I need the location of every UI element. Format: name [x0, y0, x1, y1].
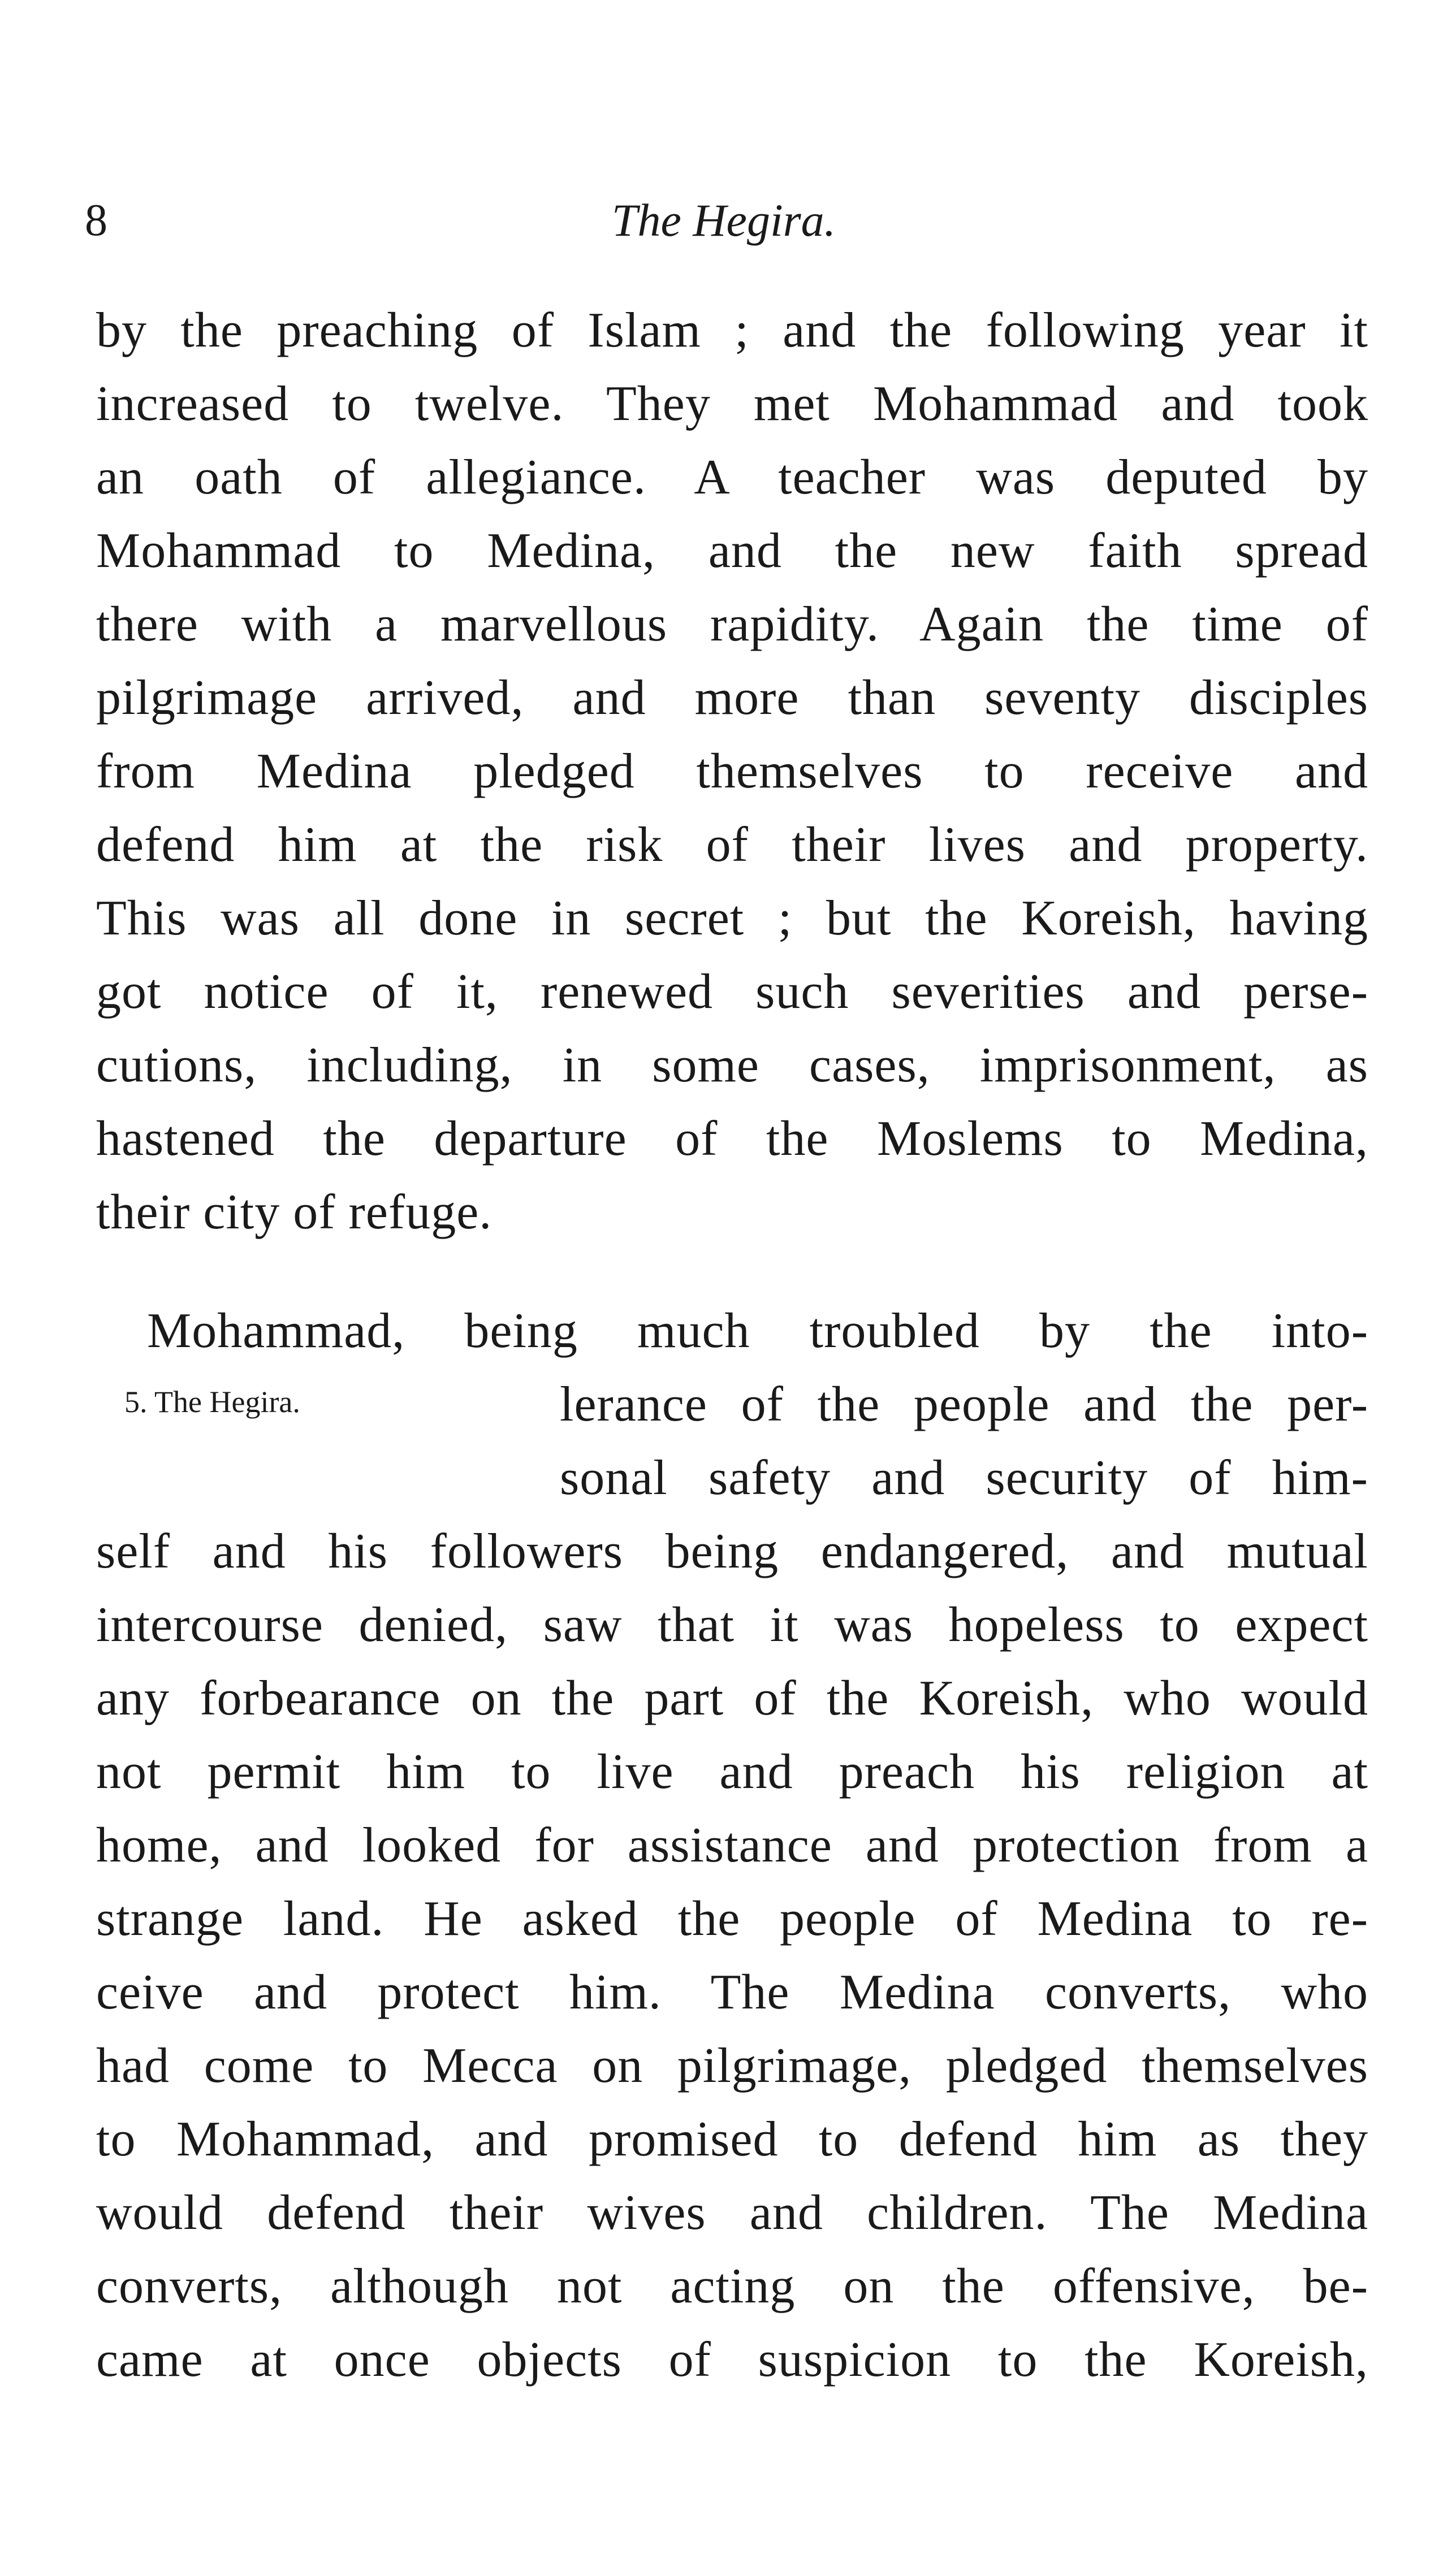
text-line: increased to twelve. They met Mohammad and took — [96, 376, 1368, 431]
text-line: there with a marvellous rapidity. Again the time of — [96, 597, 1368, 652]
text-line: defend him at the risk of their lives and property. — [96, 817, 1368, 872]
text-line: sonal safety and security of him- — [560, 1451, 1368, 1505]
text-line: their city of refuge. — [96, 1185, 492, 1240]
text-line: from Medina pledged themselves to receive and — [96, 744, 1368, 799]
text-line: Mohammad, being much troubled by the into- — [147, 1304, 1368, 1358]
text-line: any forbearance on the part of the Koreish, who would — [96, 1671, 1368, 1726]
text-line: strange land. He asked the people of Medina to re- — [96, 1891, 1368, 1946]
text-line: Mohammad to Medina, and the new faith spread — [96, 523, 1368, 578]
text-line: intercourse denied, saw that it was hopeless to expect — [96, 1597, 1368, 1652]
margin-note: 5. The Hegira. — [124, 1385, 300, 1419]
text-line: converts, although not acting on the offensive, be- — [96, 2259, 1368, 2314]
text-line: an oath of allegiance. A teacher was deputed by — [96, 450, 1368, 505]
running-title: The Hegira. — [611, 194, 836, 246]
text-line: to Mohammad, and promised to defend him as they — [96, 2112, 1368, 2167]
text-line: got notice of it, renewed such severities and perse- — [96, 964, 1368, 1019]
text-line: hastened the departure of the Moslems to Medina, — [96, 1111, 1368, 1166]
text-line: lerance of the people and the per- — [560, 1377, 1368, 1432]
text-line: cutions, including, in some cases, imprisonment, as — [96, 1038, 1368, 1093]
text-line: would defend their wives and children. The Medina — [96, 2185, 1368, 2240]
text-line: by the preaching of Islam ; and the following year it — [96, 303, 1368, 358]
text-line: home, and looked for assistance and protection from a — [96, 1818, 1368, 1873]
text-line: self and his followers being endangered, and mutual — [96, 1524, 1368, 1579]
page-number: 8 — [85, 196, 107, 245]
text-line: had come to Mecca on pilgrimage, pledged themselves — [96, 2038, 1368, 2093]
text-line: ceive and protect him. The Medina converts, who — [96, 1965, 1368, 2020]
text-line: came at once objects of suspicion to the Koreish, — [96, 2332, 1368, 2387]
text-line: pilgrimage arrived, and more than seventy disciples — [96, 670, 1368, 725]
page-header — [85, 187, 1363, 254]
text-line: This was all done in secret ; but the Koreish, having — [96, 891, 1368, 946]
text-line: not permit him to live and preach his religion at — [96, 1744, 1368, 1799]
